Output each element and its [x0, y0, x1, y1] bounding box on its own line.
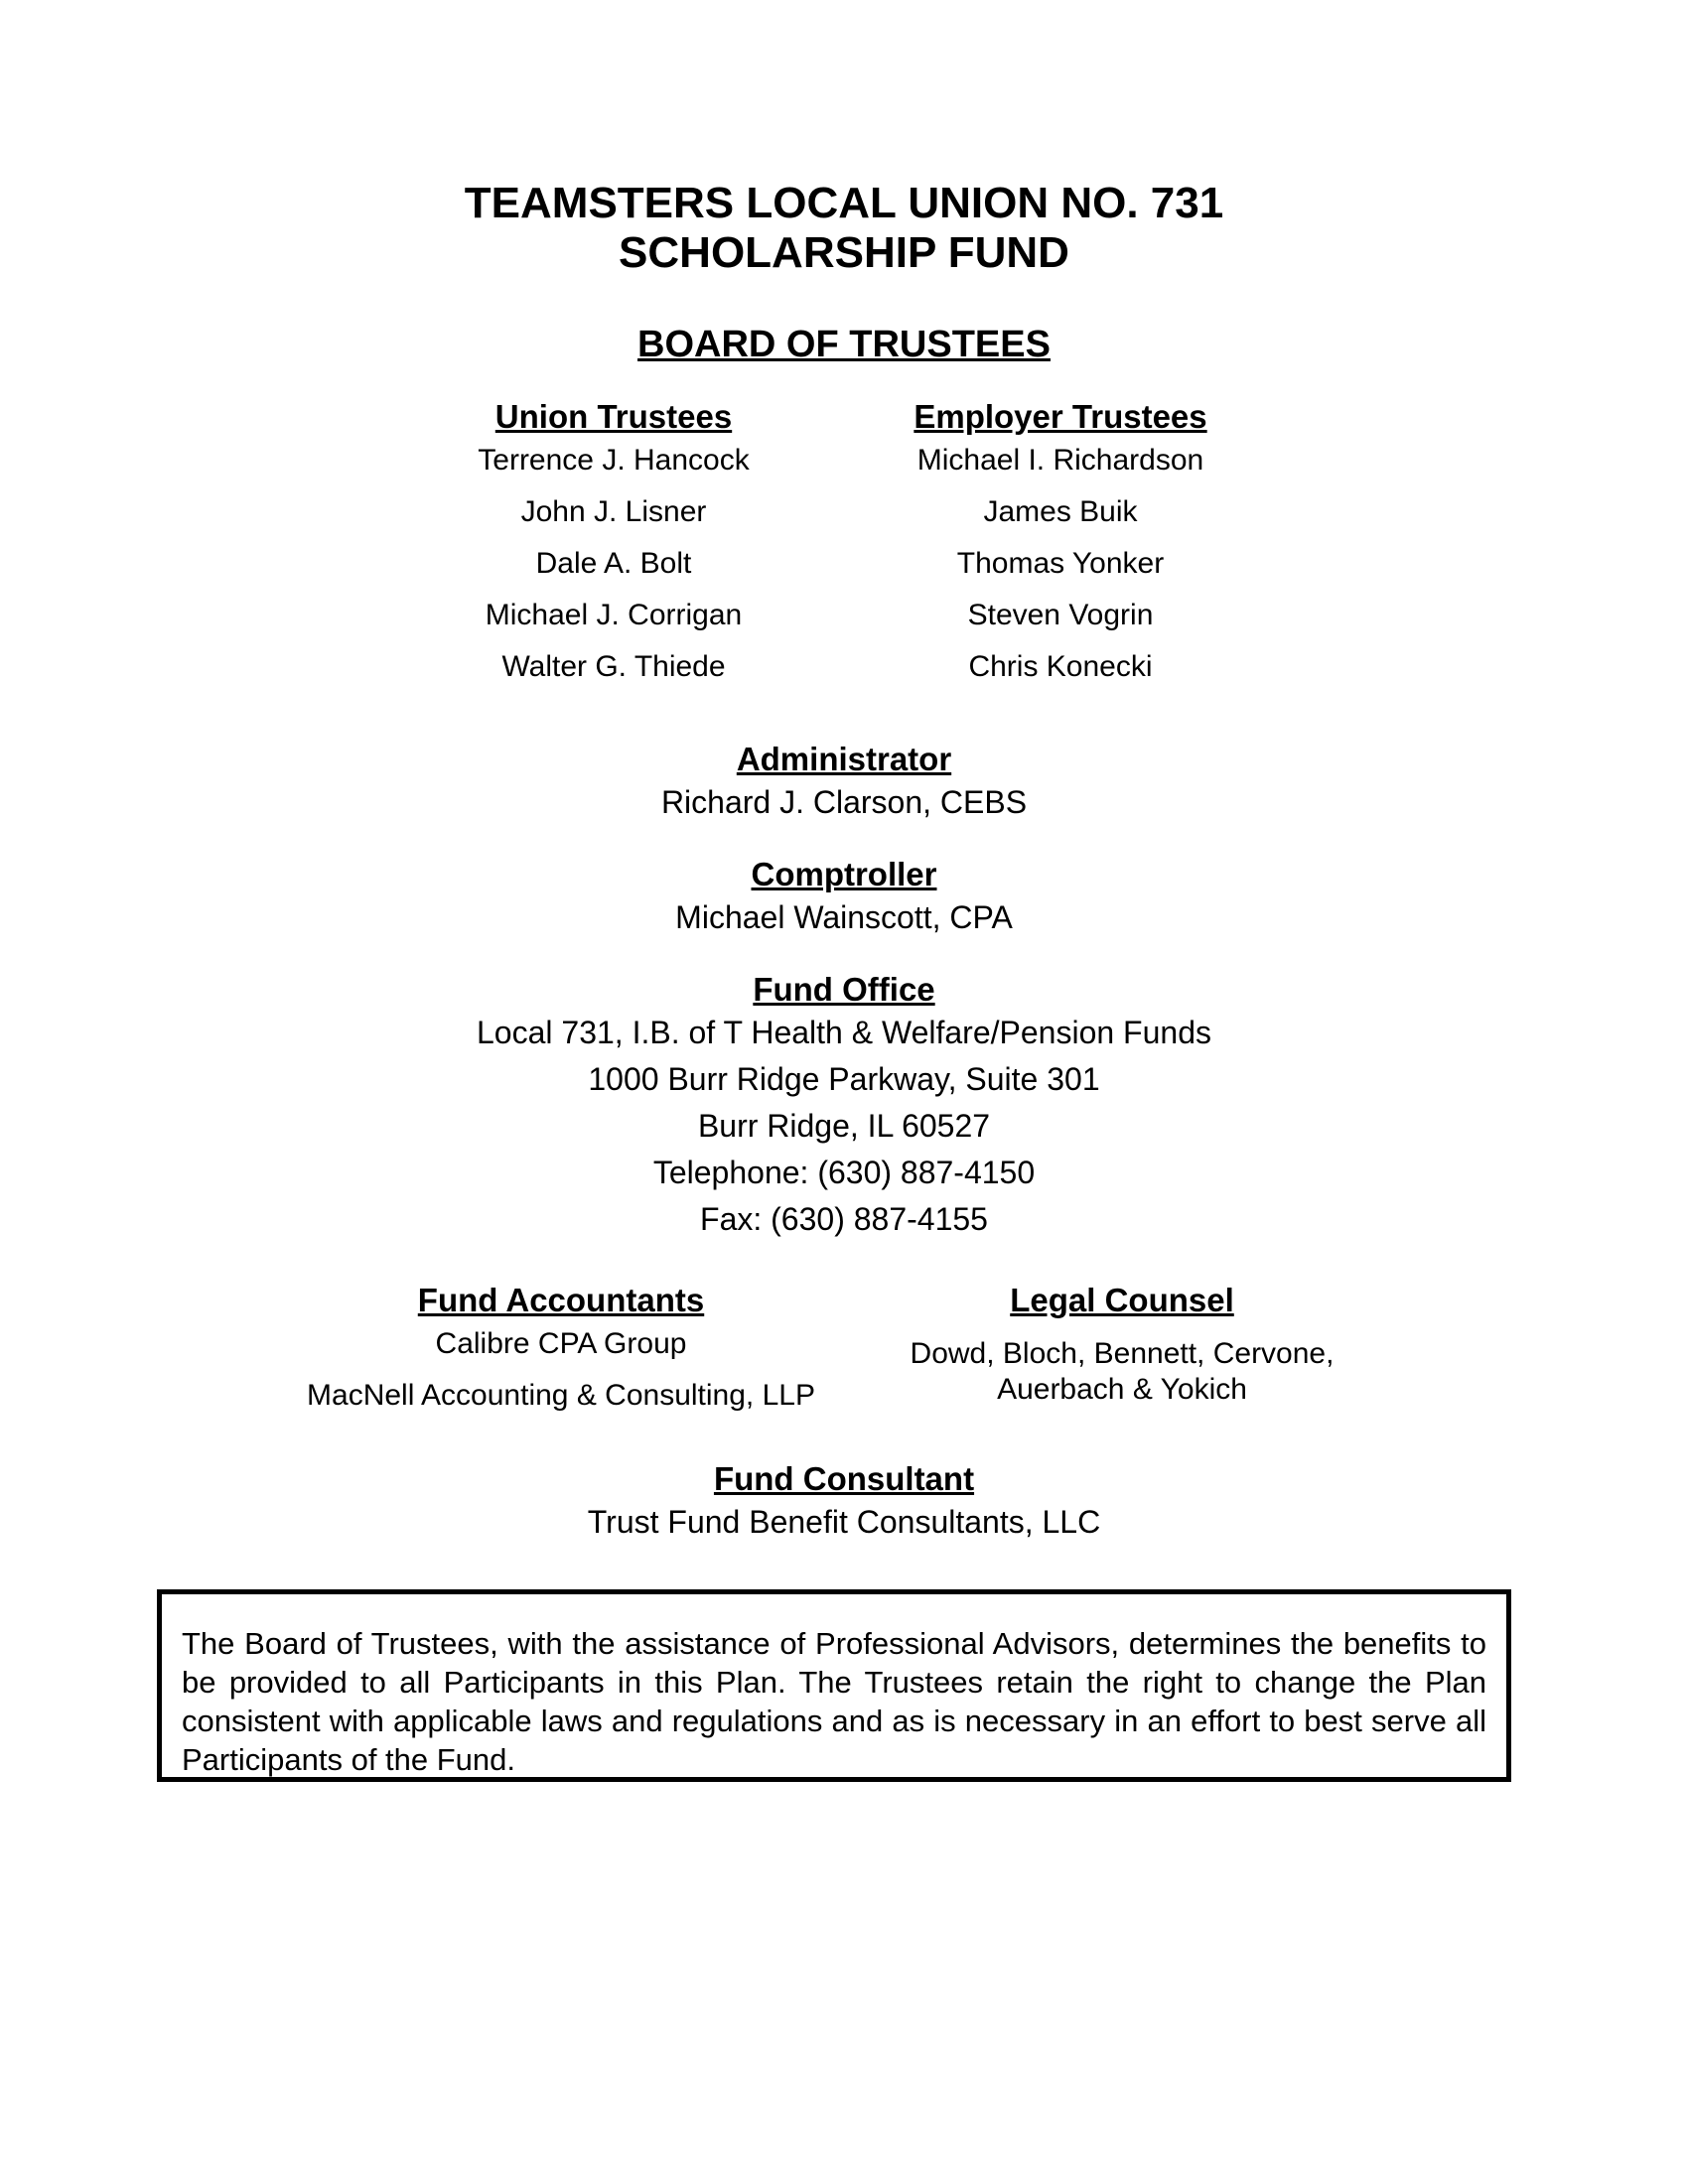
union-trustees-column	[415, 397, 812, 701]
notice-text: The Board of Trustees, with the assistance of Professional Advisors, determines the benefits to be provided to all Participants in this Plan. The Trustees retain the right to change the Plan consistent with applicable laws and regulations and as is necessary in an effort to best serve all Participants of the Fund.	[182, 1626, 1486, 1777]
union-trustee-name: Dale A. Bolt	[535, 547, 692, 580]
union-trustee-name: Terrence J. Hancock	[478, 444, 750, 477]
fund-accountants-heading: Fund Accountants	[417, 1282, 705, 1318]
document-title	[0, 179, 1688, 278]
fund-accountant-name: MacNell Accounting & Consulting, LLP	[307, 1379, 815, 1412]
fund-accountant-name: Calibre CPA Group	[435, 1327, 687, 1360]
union-trustees-heading: Union Trustees	[494, 398, 733, 435]
administrator-heading: Administrator	[736, 741, 952, 777]
employer-trustee-name: Chris Konecki	[968, 650, 1153, 683]
legal-counsel-line: Dowd, Bloch, Bennett, Cervone,	[910, 1337, 1335, 1370]
legal-counsel-section	[874, 1281, 1370, 1408]
administrator-name: Richard J. Clarson, CEBS	[660, 784, 1028, 820]
fund-office-section	[0, 970, 1688, 1243]
administrator-section	[0, 740, 1688, 826]
employer-trustees-heading: Employer Trustees	[914, 398, 1207, 435]
comptroller-heading: Comptroller	[751, 856, 937, 892]
title-line-2: SCHOLARSHIP FUND	[619, 228, 1069, 277]
fund-office-fax: Fax: (630) 887-4155	[700, 1201, 988, 1237]
legal-counsel-line: Auerbach & Yokich	[997, 1373, 1247, 1406]
fund-office-telephone: Telephone: (630) 887-4150	[652, 1155, 1036, 1190]
board-of-trustees-heading: BOARD OF TRUSTEES	[637, 324, 1051, 365]
legal-counsel-heading: Legal Counsel	[1010, 1282, 1234, 1318]
union-trustee-name: Michael J. Corrigan	[485, 599, 743, 631]
fund-office-city: Burr Ridge, IL 60527	[697, 1108, 991, 1144]
employer-trustees-column	[862, 397, 1259, 701]
union-trustee-name: Walter G. Thiede	[501, 650, 726, 683]
comptroller-name: Michael Wainscott, CPA	[675, 899, 1013, 935]
fund-consultant-name: Trust Fund Benefit Consultants, LLC	[587, 1504, 1101, 1540]
employer-trustee-name: Thomas Yonker	[956, 547, 1165, 580]
fund-office-heading: Fund Office	[753, 971, 935, 1008]
fund-accountants-section	[263, 1281, 859, 1430]
fund-consultant-section	[0, 1459, 1688, 1546]
employer-trustee-name: James Buik	[983, 495, 1138, 528]
employer-trustee-name: Steven Vogrin	[967, 599, 1154, 631]
fund-consultant-heading: Fund Consultant	[713, 1460, 975, 1497]
employer-trustee-name: Michael I. Richardson	[916, 444, 1204, 477]
union-trustee-name: John J. Lisner	[520, 495, 707, 528]
fund-office-name: Local 731, I.B. of T Health & Welfare/Pension Funds	[477, 1015, 1211, 1050]
title-line-1: TEAMSTERS LOCAL UNION NO. 731	[464, 179, 1224, 227]
fund-office-address: 1000 Burr Ridge Parkway, Suite 301	[588, 1061, 1100, 1097]
notice-box	[157, 1589, 1511, 1782]
comptroller-section	[0, 855, 1688, 941]
